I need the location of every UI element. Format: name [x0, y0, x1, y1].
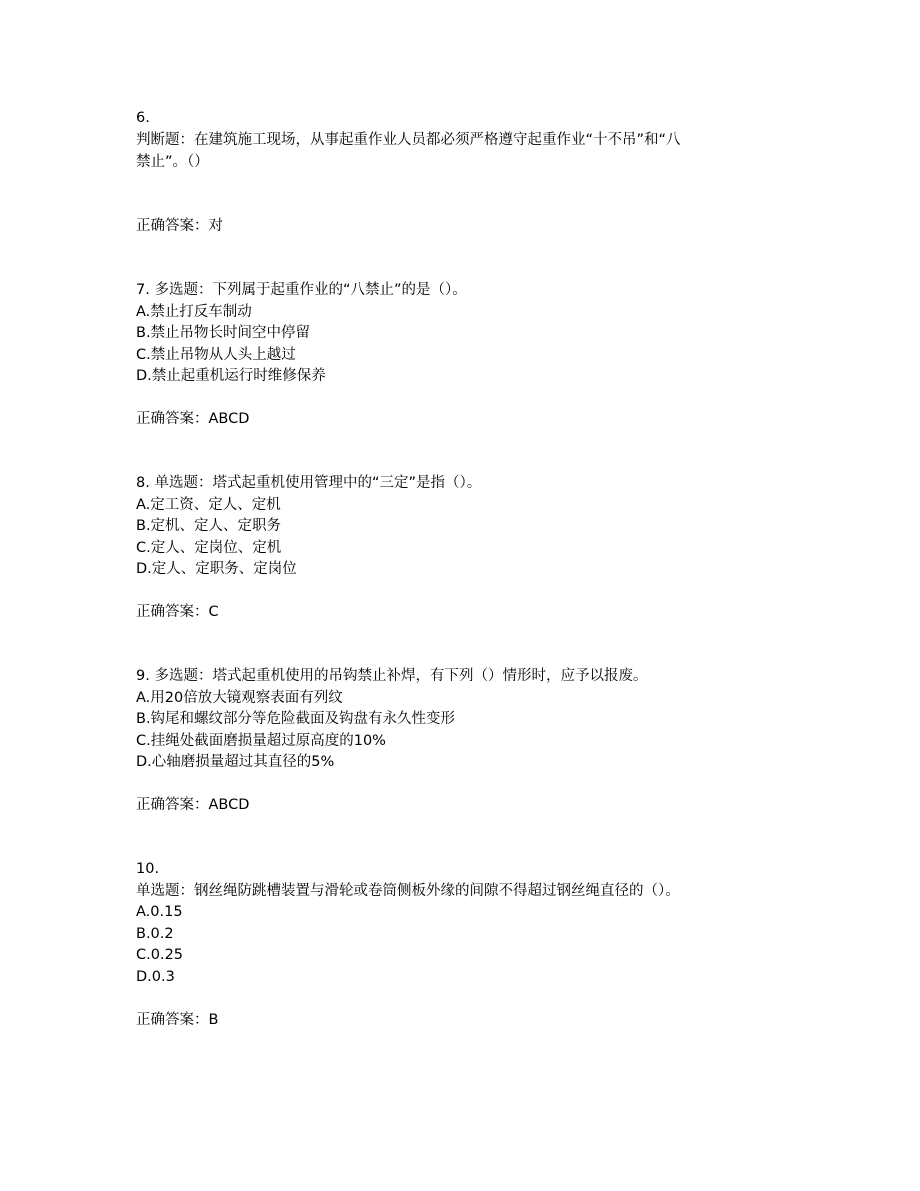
question-8-answer: 正确答案：C: [136, 604, 219, 620]
question-8-option-c: C.定人、定岗位、定机: [136, 540, 282, 556]
question-10-number: 10.: [136, 861, 160, 877]
question-10-option-d: D.0.3: [136, 969, 175, 985]
question-7-option-c: C.禁止吊物从人头上越过: [136, 347, 296, 363]
question-8-option-a: A.定工资、定人、定机: [136, 497, 281, 513]
question-10-option-a: A.0.15: [136, 904, 183, 920]
question-7-option-b: B.禁止吊物长时间空中停留: [136, 325, 311, 341]
question-9-answer: 正确答案：ABCD: [136, 797, 250, 813]
question-7-option-d: D.禁止起重机运行时维修保养: [136, 368, 326, 384]
question-8-option-d: D.定人、定职务、定岗位: [136, 561, 297, 577]
question-10-option-c: C.0.25: [136, 947, 184, 963]
question-7-answer: 正确答案：ABCD: [136, 411, 250, 427]
question-6-number: 6.: [136, 110, 150, 126]
question-6-answer: 正确答案：对: [136, 218, 223, 234]
question-9-option-b: B.钩尾和螺纹部分等危险截面及钩盘有永久性变形: [136, 711, 456, 727]
question-9-option-c: C.挂绳处截面磨损量超过原高度的10%: [136, 733, 386, 749]
question-9-stem: 9. 多选题：塔式起重机使用的吊钩禁止补焊，有下列（）情形时，应予以报废。: [136, 668, 648, 684]
question-9-option-d: D.心轴磨损量超过其直径的5%: [136, 754, 335, 770]
question-10-stem: 单选题：钢丝绳防跳槽装置与滑轮或卷筒侧板外缘的间隙不得超过钢丝绳直径的（）。: [136, 883, 680, 899]
question-10-answer: 正确答案：B: [136, 1012, 219, 1028]
question-6-stem-line1: 判断题：在建筑施工现场，从事起重作业人员都必须严格遵守起重作业“十不吊”和“八: [136, 132, 681, 148]
question-10-option-b: B.0.2: [136, 926, 174, 942]
question-8-option-b: B.定机、定人、定职务: [136, 518, 282, 534]
question-6-stem-line2: 禁止”。（）: [136, 154, 209, 170]
question-7-stem: 7. 多选题：下列属于起重作业的“八禁止”的是（）。: [136, 282, 467, 298]
question-8-stem: 8. 单选题：塔式起重机使用管理中的“三定”是指（）。: [136, 475, 482, 491]
question-7-option-a: A.禁止打反车制动: [136, 304, 252, 320]
question-9-option-a: A.用20倍放大镜观察表面有列纹: [136, 690, 343, 706]
